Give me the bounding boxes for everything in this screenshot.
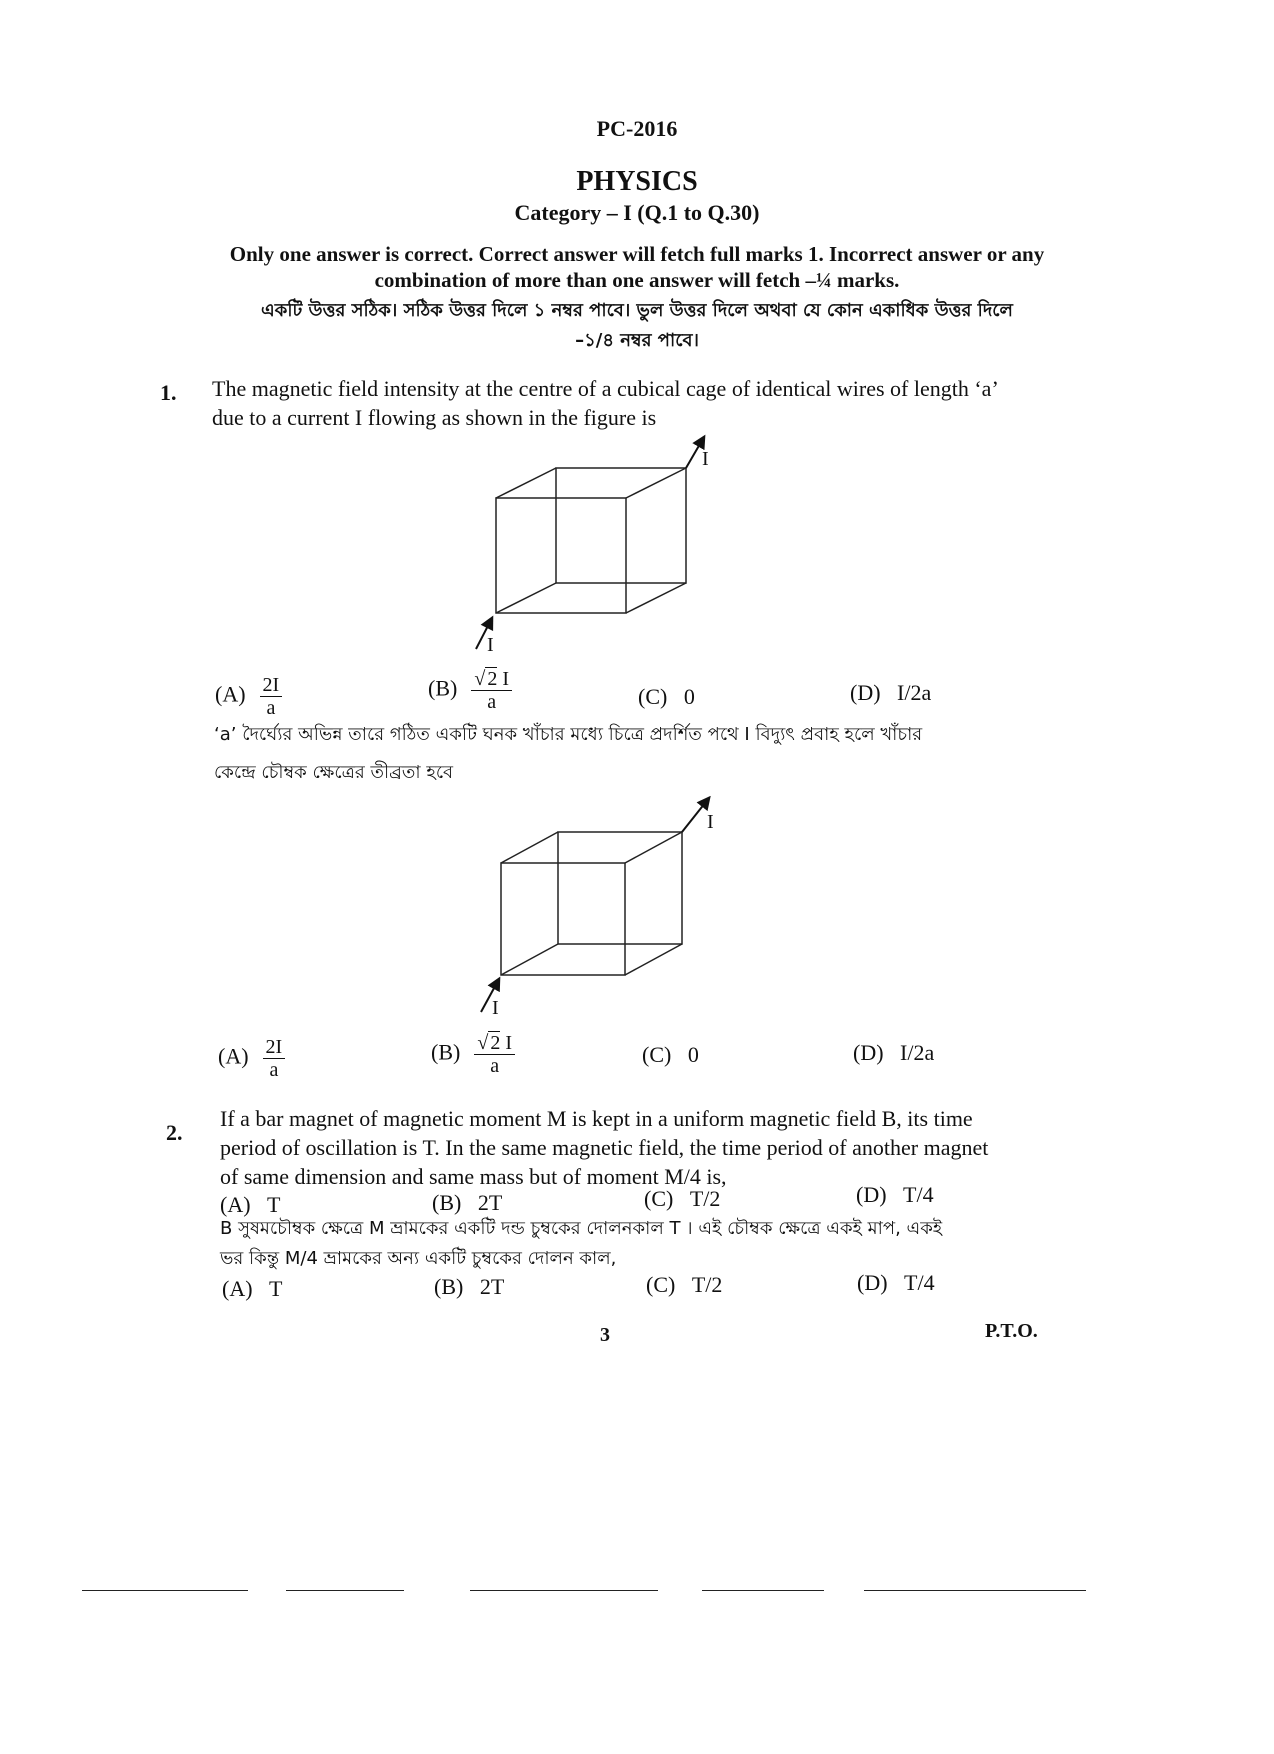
question-1-text-line1: The magnetic field intensity at the centre of a cubical cage of identical wires of length ‘a’ <box>212 376 999 401</box>
q1-a-numerator: 2I <box>260 674 283 697</box>
footer-rule-3 <box>470 1590 658 1591</box>
footer-rule-4 <box>702 1590 824 1591</box>
category-heading: Category – I (Q.1 to Q.30) <box>514 200 760 225</box>
question-2-text-line3: of same dimension and same mass but of moment M/4 is, <box>220 1164 727 1189</box>
instruction-bn-line2: –১/৪ নম্বর পাবে। <box>575 330 699 351</box>
question-2-text-line2: period of oscillation is T. In the same magnetic field, the time period of another magnet <box>220 1135 989 1160</box>
cube-figure-1 <box>440 425 760 660</box>
q1-option-b[interactable]: (B) $\frac{√ 2 I}{a}$ <box>428 668 512 713</box>
q2-option-b[interactable]: (B) 2T <box>432 1190 503 1215</box>
current-label-bottom-1: I <box>487 634 494 656</box>
current-label-bottom-2: I <box>492 997 499 1019</box>
footer-rule-1 <box>82 1590 248 1591</box>
question-2-number: 2. <box>166 1120 183 1145</box>
q1-bn-option-a[interactable]: (A) $\frac{2I}{a}$ <box>218 1036 285 1081</box>
page-number: 3 <box>600 1324 610 1346</box>
q2-option-c[interactable]: (C) T/2 <box>644 1186 721 1211</box>
question-1-bn-line1: ‘a’ দৈর্ঘ্যের অভিন্ন তারে গঠিত একটি ঘনক খাঁচার মধ্যে চিত্রে প্রদর্শিত পথে I বিদ্যুৎ প্রবাহ হলে খাঁচার <box>214 724 923 745</box>
question-1-bn-line2: কেন্দ্রে চৌম্বক ক্ষেত্রের তীব্রতা হবে <box>214 762 454 783</box>
q1-bn-option-d[interactable]: (D) I/2a <box>853 1040 935 1065</box>
q2-option-a[interactable]: (A) T <box>220 1192 281 1217</box>
q2-bn-option-a[interactable]: (A) T <box>222 1276 283 1301</box>
q1-b-radicand: 2 <box>487 668 498 690</box>
q1-bn-option-b[interactable]: (B) $\frac{√ 2 I}{a}$ <box>431 1032 515 1077</box>
subject-title: PHYSICS <box>576 166 698 197</box>
paper-code: PC-2016 <box>596 116 678 141</box>
cube-figure-2 <box>445 792 765 1027</box>
instruction-en-line1: Only one answer is correct. Correct answer will fetch full marks 1. Incorrect answer or any <box>229 242 1045 266</box>
q1-option-a[interactable]: (A) $\frac{2I}{a}$ <box>215 674 282 719</box>
current-label-top-2: I <box>707 811 714 833</box>
instruction-en-line2: combination of more than one answer will fetch –¼ marks. <box>374 268 900 292</box>
question-1-text-line2: due to a current I flowing as shown in the figure is <box>212 405 657 430</box>
q1-option-d[interactable]: (D) I/2a <box>850 680 932 705</box>
question-2-bn-line2: ভর কিন্তু M/4 ভ্রামকের অন্য একটি চুম্বকের দোলন কাল, <box>220 1248 617 1269</box>
q1-option-c[interactable]: (C) 0 <box>638 684 695 709</box>
question-2-bn-line1: B সুষমচৌম্বক ক্ষেত্রে M ভ্রামকের একটি দন্ড চুম্বকের দোলনকাল T । এই চৌম্বক ক্ষেত্রে একই মাপ, একই <box>220 1218 943 1239</box>
instruction-bn-line1: একটি উত্তর সঠিক। সঠিক উত্তর দিলে ১ নম্বর পাবে। ভুল উত্তর দিলে অথবা যে কোন একাধিক উত্তর দিলে <box>261 300 1013 321</box>
q2-option-d[interactable]: (D) T/4 <box>856 1182 934 1207</box>
current-label-top-1: I <box>702 448 709 470</box>
footer-rule-2 <box>286 1590 404 1591</box>
q1-b-numerator-tail: I <box>502 668 509 690</box>
q2-bn-option-c[interactable]: (C) T/2 <box>646 1272 723 1297</box>
q2-bn-option-d[interactable]: (D) T/4 <box>857 1270 935 1295</box>
footer-rule-5 <box>864 1590 1086 1591</box>
q1-bn-option-c[interactable]: (C) 0 <box>642 1042 699 1067</box>
question-1-number: 1. <box>160 380 177 405</box>
question-2-text-line1: If a bar magnet of magnetic moment M is kept in a uniform magnetic field B, its time <box>220 1106 973 1131</box>
q2-bn-option-b[interactable]: (B) 2T <box>434 1274 505 1299</box>
q1-a-denominator: a <box>266 697 276 719</box>
q1-b-denominator: a <box>487 691 497 713</box>
pto-label: P.T.O. <box>985 1320 1038 1342</box>
